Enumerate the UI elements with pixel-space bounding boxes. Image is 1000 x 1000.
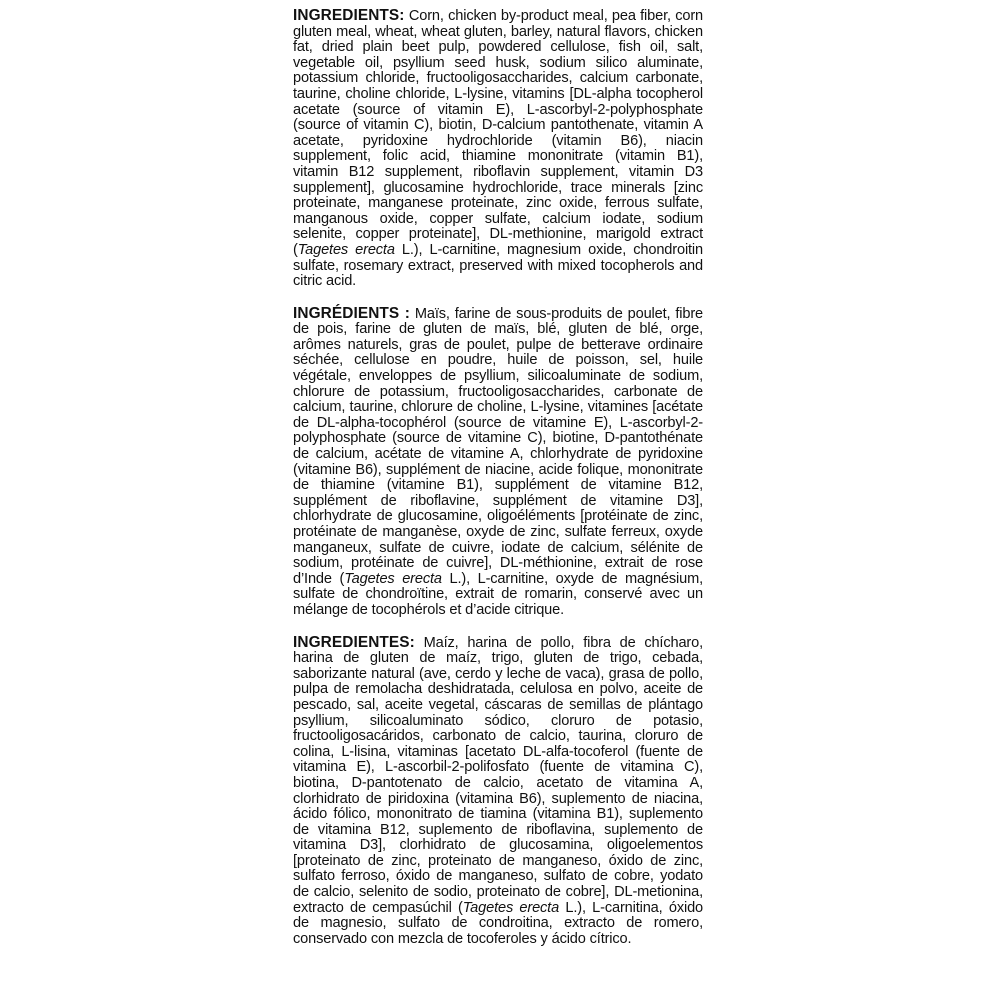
ingredient-text: L.), L-carnitine, oxyde de magnésium, sulfate de chondroïtine, extrait de romarin, conservé avec un mélange de tocophérols et d’acide citrique. (293, 570, 704, 618)
ingredient-text: L.), L-carnitine, magnesium oxide, chondroitin sulfate, rosemary extract, preserved with mixed tocopherols and citric acid. (293, 241, 703, 290)
ingredients-column (293, 8, 703, 947)
section-heading: INGRÉDIENTS : (293, 304, 410, 322)
species-name: Tagetes erecta (344, 570, 442, 587)
species-name: Tagetes erecta (297, 241, 395, 258)
species-name: Tagetes erecta (462, 899, 560, 916)
ingredients-spanish (293, 635, 703, 948)
ingredient-text: Corn, chicken by-product meal, pea fiber, corn gluten meal, wheat, wheat gluten, barley, natural flavors, chicken fat, dried plain beet pulp, powdered cellulose, fish oil, salt, vegetable oil, psyllium seed husk, sodium silico aluminate, potassium chloride, fructooligosaccharides, calcium carbonate, taurine, choline chloride, L-lysine, vitamins [DL-alpha tocopherol acetate (source of vitamin E), L-ascorbyl-2-polyphosphate (source of vitamin C), biotin, D-calcium pantothenate, vitamin A acetate, pyridoxine hydrochloride (vitamin B6), niacin supplement, folic acid, thiamine mononitrate (vitamin B1), vitamin B12 supplement, riboflavin supplement, vitamin D3 supplement], glucosamine hydrochloride, trace minerals [zinc proteinate, manganese proteinate, zinc oxide, ferrous sulfate, manganous oxide, copper sulfate, calcium iodate, sodium selenite, copper proteinate], DL-methionine, marigold extract ( (293, 8, 704, 258)
ingredients-english (293, 8, 703, 290)
ingredient-text: L.), L-carnitina, óxido de magnesio, sulfato de condroitina, extracto de romero, conservado con mezcla de tocoferoles y ácido cítrico. (293, 899, 703, 947)
ingredient-text: Maïs, farine de sous-produits de poulet, fibre de pois, farine de gluten de maïs, blé, gluten de blé, orge, arômes naturels, gras de poulet, pulpe de betterave ordinaire séchée, cellulose en poudre, huile de poisson, sel, huile végétale, enveloppes de psyllium, silicoaluminate de sodium, chlorure de potassium, fructooligosaccharides, carbonate de calcium, taurine, chlorure de choline, L-lysine, vitamines [acétate de DL-alpha-tocophérol (source de vitamine E), L-ascorbyl-2-polyphosphate (source de vitamine C), biotine, D-pantothénate de calcium, acétate de vitamine A, chlorhydrate de pyridoxine (vitamine B6), supplément de niacine, acide folique, mononitrate de thiamine (vitamine B1), supplément de vitamine B12, supplément de riboflavine, supplément de vitamine D3], chlorhydrate de glucosamine, oligoéléments [protéinate de zinc, protéinate de manganèse, oxyde de zinc, sulfate ferreux, oxyde manganeux, sulfate de cuivre, iodate de calcium, sélénite de sodium, protéinate de cuivre], DL-méthionine, extrait de rose d’Inde ( (293, 305, 703, 587)
ingredients-french (293, 306, 703, 619)
section-heading: INGREDIENTES: (293, 633, 415, 651)
section-heading: INGREDIENTS: (293, 7, 405, 24)
ingredient-text: Maíz, harina de pollo, fibra de chícharo, harina de gluten de maíz, trigo, gluten de trigo, cebada, saborizante natural (ave, cerdo y leche de vaca), grasa de pollo, pulpa de remolacha deshidratada, celulosa en polvo, aceite de pescado, sal, aceite vegetal, cáscaras de semillas de plántago psyllium, silicoaluminato sódico, cloruro de potasio, fructooligosacáridos, carbonato de calcio, taurina, cloruro de colina, L-lisina, vitaminas [acetato DL-alfa-tocoferol (fuente de vitamina E), L-ascorbil-2-polifosfato (fuente de vitamina C), biotina, D-pantotenato de calcio, acetato de vitamina A, clorhidrato de piridoxina (vitamina B6), suplemento de niacina, ácido fólico, mononitrato de tiamina (vitamina B1), suplemento de vitamina B12, suplemento de riboflavina, suplemento de vitamina D3], clorhidrato de glucosamina, oligoelementos [proteinato de zinc, proteinato de manganeso, óxido de zinc, sulfato ferroso, óxido de manganeso, sulfato de cobre, yodato de calcio, selenito de sodio, proteinato de cobre], DL-metionina, extracto de cempasúchil ( (293, 634, 703, 916)
